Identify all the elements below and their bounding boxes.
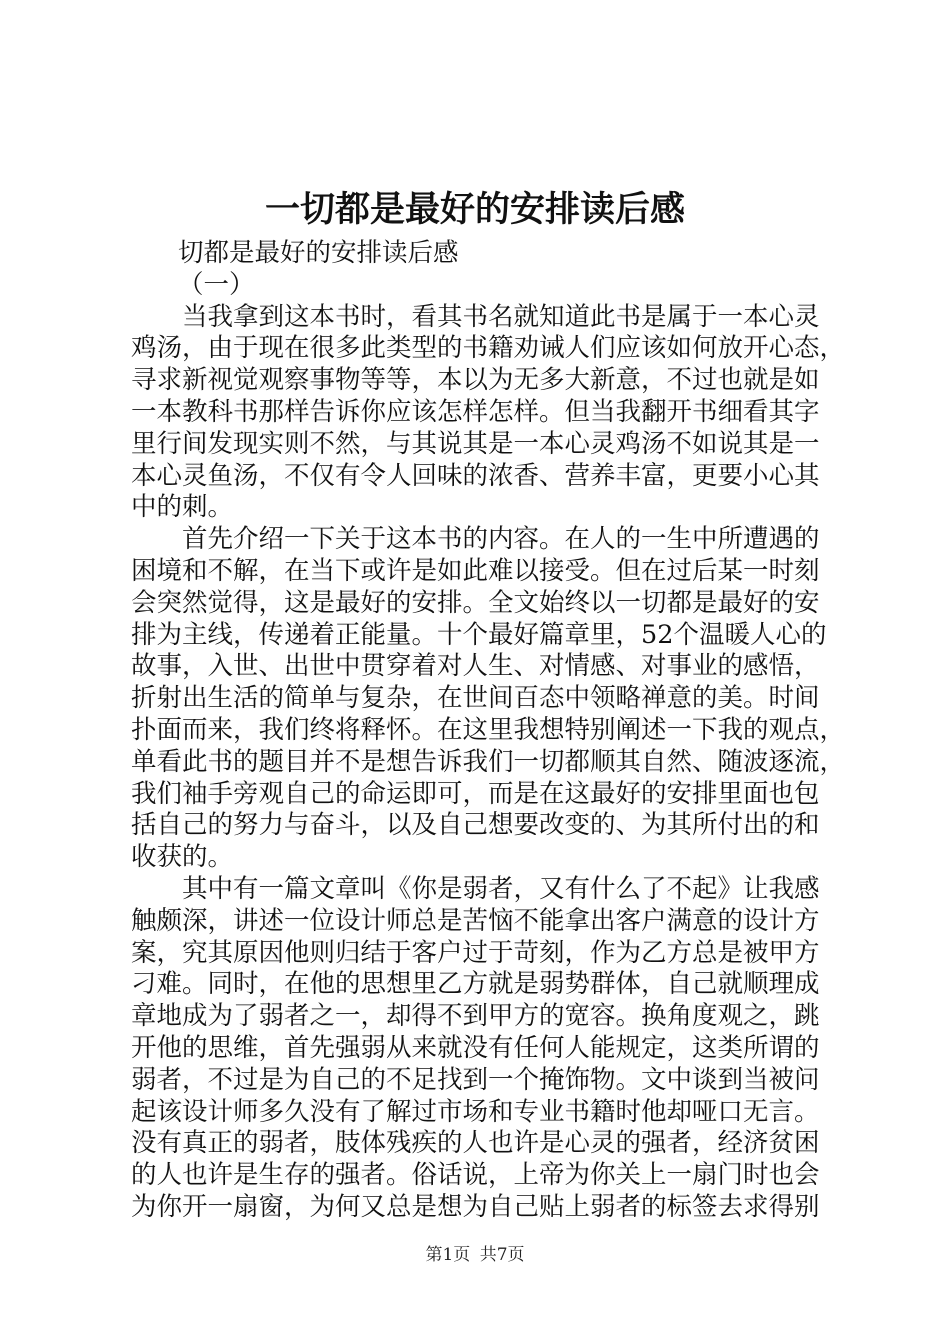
paragraph-line: 起该设计师多久没有了解过市场和专业书籍时他却哑口无言。 bbox=[131, 1096, 820, 1127]
paragraph-3 bbox=[131, 874, 831, 1224]
paragraph-line: 中的刺。 bbox=[131, 492, 234, 523]
paragraph-line: 扑面而来，我们终将释怀。在这里我想特别阐述一下我的观点， bbox=[131, 714, 846, 745]
paragraph-line: 其中有一篇文章叫《你是弱者，又有什么了不起》让我感 bbox=[182, 873, 820, 904]
paragraph-line: 故事，入世、出世中贯穿着对人生、对情感、对事业的感悟， bbox=[131, 651, 820, 682]
paragraph-line: 一本教科书那样告诉你应该怎样怎样。但当我翻开书细看其字 bbox=[131, 396, 820, 427]
paragraph-line: 开他的思维，首先强弱从来就没有任何人能规定，这类所谓的 bbox=[131, 1032, 820, 1063]
paragraph-line: 为你开一扇窗，为何又总是想为自己贴上弱者的标签去求得别 bbox=[131, 1191, 820, 1222]
paragraph-1 bbox=[131, 301, 846, 525]
paragraph-line: 没有真正的弱者，肢体残疾的人也许是心灵的强者，经济贫困 bbox=[131, 1128, 820, 1159]
paragraph-line: 首先介绍一下关于这本书的内容。在人的一生中所遭遇的 bbox=[182, 524, 820, 555]
paragraph-line: 困境和不解，在当下或许是如此难以接受。但在过后某一时刻 bbox=[131, 555, 820, 586]
paragraph-line: 我们袖手旁观自己的命运即可，而是在这最好的安排里面也包 bbox=[131, 778, 820, 809]
document-subtitle: 切都是最好的安排读后感 bbox=[178, 238, 459, 268]
paragraph-line: 会突然觉得，这是最好的安排。全文始终以一切都是最好的安 bbox=[131, 587, 820, 618]
paragraph-line: 弱者，不过是为自己的不足找到一个掩饰物。文中谈到当被问 bbox=[131, 1064, 820, 1095]
paragraph-line: 的人也许是生存的强者。俗话说，上帝为你关上一扇门时也会 bbox=[131, 1160, 820, 1191]
page-number: 第1页 bbox=[425, 1245, 471, 1265]
paragraph-line: 刁难。同时，在他的思想里乙方就是弱势群体，自己就顺理成 bbox=[131, 969, 820, 1000]
document-body bbox=[131, 238, 846, 1224]
paragraph-line: 本心灵鱼汤，不仅有令人回味的浓香、营养丰富，更要小心其 bbox=[131, 460, 820, 491]
document-title: 一切都是最好的安排读后感 bbox=[264, 189, 685, 230]
paragraph-2 bbox=[131, 524, 846, 874]
paragraph-line: 案，究其原因他则归结于客户过于苛刻，作为乙方总是被甲方 bbox=[131, 937, 820, 968]
paragraph-line: 收获的。 bbox=[131, 842, 234, 873]
paragraph-line: 单看此书的题目并不是想告诉我们一切都顺其自然、随波逐流， bbox=[131, 746, 846, 777]
paragraph-line: 排为主线，传递着正能量。十个最好篇章里，52个温暖人心的 bbox=[131, 619, 827, 650]
paragraph-line: 括自己的努力与奋斗，以及自己想要改变的、为其所付出的和 bbox=[131, 810, 820, 841]
page-footer bbox=[0, 1242, 950, 1268]
paragraph-line: 寻求新视觉观察事物等等，本以为无多大新意，不过也就是如 bbox=[131, 365, 820, 396]
paragraph-line: 触颇深，讲述一位设计师总是苦恼不能拿出客户满意的设计方 bbox=[131, 905, 820, 936]
page-total: 共7页 bbox=[479, 1245, 525, 1265]
paragraph-line: 章地成为了弱者之一，却得不到甲方的宽容。换角度观之，跳 bbox=[131, 1001, 820, 1032]
paragraph-line: 当我拿到这本书时，看其书名就知道此书是属于一本心灵 bbox=[182, 301, 820, 332]
paragraph-line: 折射出生活的简单与复杂，在世间百态中领略禅意的美。时间 bbox=[131, 683, 820, 714]
paragraph-line: 鸡汤，由于现在很多此类型的书籍劝诫人们应该如何放开心态， bbox=[131, 333, 846, 364]
section-marker: （一） bbox=[178, 269, 255, 300]
paragraph-line: 里行间发现实则不然，与其说其是一本心灵鸡汤不如说其是一 bbox=[131, 428, 820, 459]
